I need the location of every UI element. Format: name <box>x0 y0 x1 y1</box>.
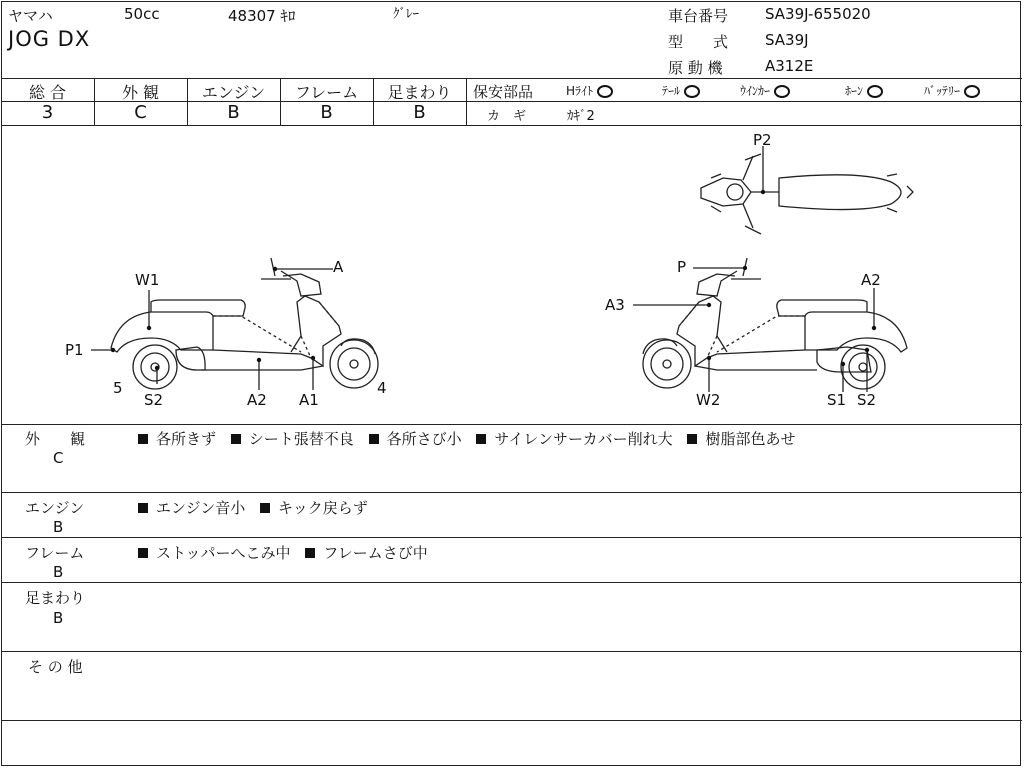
ok-circle-icon <box>867 85 883 98</box>
frame-section-title: フレーム <box>25 544 85 562</box>
ok-circle-icon <box>597 85 613 98</box>
exterior-grade: C <box>134 102 147 123</box>
ok-circle-icon <box>964 85 980 98</box>
engine-label: エンジン <box>201 83 266 102</box>
label-s1: S1 <box>827 391 847 409</box>
remark-item: サイレンサーカバー削れ大 <box>494 430 673 448</box>
horn-item <box>845 82 883 99</box>
remark-item: フレームさび中 <box>323 544 428 562</box>
engine-remarks <box>138 497 378 518</box>
bullet-square-icon <box>369 434 379 444</box>
exterior-remarks <box>138 428 805 449</box>
headlight-label: Hﾗｲﾄ <box>566 84 594 98</box>
other-section-title: そ の 他 <box>28 658 83 676</box>
battery-label: ﾊﾞｯﾃﾘｰ <box>924 84 961 98</box>
label-p1: P1 <box>65 341 84 359</box>
label-a2-right: A2 <box>861 271 881 289</box>
remark-item: 各所きず <box>156 430 217 448</box>
label-s2-right: S2 <box>857 391 877 409</box>
bullet-square-icon <box>476 434 486 444</box>
tail-label: ﾃｰﾙ <box>662 84 681 98</box>
tail-item <box>662 82 700 99</box>
frame-remarks <box>138 542 438 563</box>
remark-item: エンジン音小 <box>156 499 246 517</box>
overall-label: 総 合 <box>28 83 67 102</box>
safety-label: 保安部品 <box>473 83 534 101</box>
bullet-square-icon <box>138 548 148 558</box>
label-4: 4 <box>377 379 387 397</box>
displacement: 50cc <box>124 5 160 23</box>
divider <box>1 582 1022 583</box>
exterior-section-title: 外 観 <box>25 430 86 448</box>
damage-diagram <box>1 126 1021 424</box>
label-5: 5 <box>113 379 123 397</box>
type-label: 型 式 <box>668 33 729 51</box>
label-a2-left: A2 <box>247 391 267 409</box>
divider <box>1 424 1022 425</box>
bullet-square-icon <box>305 548 315 558</box>
key-label: カ ギ <box>487 109 527 124</box>
frame-grade: B <box>320 102 333 123</box>
battery-item <box>924 82 980 99</box>
frame-no: SA39J-655020 <box>765 5 871 23</box>
type-value: SA39J <box>765 31 809 49</box>
engine-model: A312E <box>765 57 814 75</box>
scooter-top-view <box>701 154 913 234</box>
winker-label: ｳｲﾝｶｰ <box>740 84 771 98</box>
label-s2-left: S2 <box>144 391 164 409</box>
label-p: P <box>677 258 687 276</box>
divider <box>1 492 1022 493</box>
maker: ヤマハ <box>8 7 53 25</box>
headlight-item <box>566 82 613 99</box>
divider <box>1 651 1022 652</box>
remark-item: シート張替不良 <box>248 430 354 448</box>
remark-item: キック戻らず <box>278 499 368 517</box>
divider <box>466 78 467 125</box>
frame-label: フレーム <box>294 83 359 102</box>
engine-section-grade: B <box>53 518 64 536</box>
bullet-square-icon <box>138 434 148 444</box>
label-a: A <box>333 258 344 276</box>
suspension-label: 足まわり <box>387 83 452 102</box>
divider <box>1 78 1022 79</box>
overall-grade: 3 <box>41 102 54 123</box>
bullet-square-icon <box>687 434 697 444</box>
frame-section-grade: B <box>53 563 64 581</box>
label-a1: A1 <box>299 391 319 409</box>
remark-item: ストッパーへこみ中 <box>156 544 291 562</box>
exterior-section-grade: C <box>53 449 64 467</box>
engine-grade: B <box>227 102 240 123</box>
remark-item: 各所さび小 <box>386 430 462 448</box>
frame-no-label: 車台番号 <box>668 7 729 25</box>
bullet-square-icon <box>231 434 241 444</box>
label-a3: A3 <box>605 296 625 314</box>
ok-circle-icon <box>684 85 700 98</box>
key-value: ｶｷﾞ2 <box>567 109 595 124</box>
divider <box>1 537 1022 538</box>
color: ｸﾞﾚｰ <box>393 7 419 22</box>
ok-circle-icon <box>774 85 790 98</box>
engine-section-title: エンジン <box>25 499 85 517</box>
divider <box>1 720 1022 721</box>
remark-item: 樹脂部色あせ <box>705 430 796 448</box>
exterior-label: 外 観 <box>121 83 160 102</box>
divider <box>466 101 1022 102</box>
suspension-section-title: 足まわり <box>25 589 86 607</box>
bullet-square-icon <box>260 503 270 513</box>
model-name: JOG DX <box>8 27 91 51</box>
label-w2: W2 <box>696 391 721 409</box>
horn-label: ﾎｰﾝ <box>845 84 864 98</box>
engine-model-label: 原 動 機 <box>668 59 723 77</box>
mileage: 48307 ｷﾛ <box>228 7 296 25</box>
label-w1: W1 <box>135 271 160 289</box>
suspension-section-grade: B <box>53 609 64 627</box>
label-p2: P2 <box>753 131 772 149</box>
suspension-grade: B <box>413 102 426 123</box>
winker-item <box>740 82 790 99</box>
bullet-square-icon <box>138 503 148 513</box>
